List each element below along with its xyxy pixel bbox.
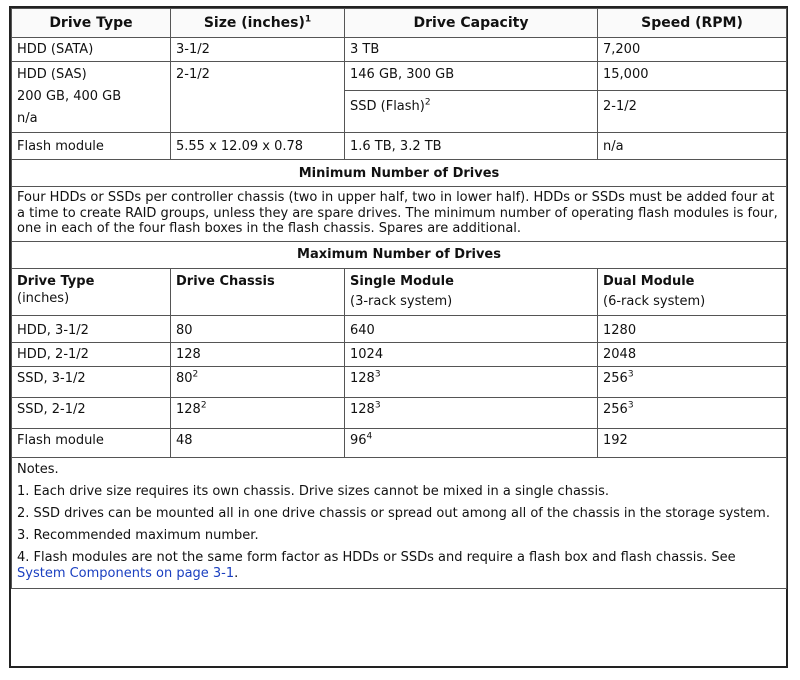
drive-spec-table-frame	[9, 6, 788, 668]
cell-single: $96^4$	[345, 428, 598, 457]
cell-capacity: 1.6 TB, 3.2 TB	[345, 133, 598, 160]
cell-capacity: 146 GB, 300 GB	[345, 62, 598, 91]
cell-capacity: SSD (Flash)$^2$	[345, 91, 598, 133]
cell-speed: 15,000	[598, 62, 787, 91]
cell-type: HDD, 2-1/2	[12, 342, 171, 366]
footnote-marker: 3	[627, 369, 634, 380]
max-section-title: Maximum Number of Drives	[12, 241, 787, 268]
footnote-marker: 2	[424, 97, 431, 108]
cell-line: n/a	[17, 111, 38, 126]
cell-line: HDD (SAS)	[17, 67, 87, 82]
note-4: 4. Flash modules are not the same form factor as HDDs or SSDs and require a flash box and flash chassis. See System Components on page 3-1.	[17, 549, 736, 581]
header-capacity: Drive Capacity	[345, 9, 598, 38]
cell-type: HDD, 3-1/2	[12, 315, 171, 342]
cell-type: SSD, 2-1/2	[12, 397, 171, 428]
footnote-marker: 1	[304, 13, 312, 24]
cell-chassis: 80	[171, 315, 345, 342]
footnote-marker: 3	[374, 400, 381, 411]
section-row	[12, 160, 787, 187]
note-1: 1. Each drive size requires its own chassis. Drive sizes cannot be mixed in a single chassis.	[17, 483, 609, 499]
cell-single: 640	[345, 315, 598, 342]
cell-capacity: 3 TB	[345, 38, 598, 62]
footnote-marker: 4	[366, 431, 373, 442]
subheader-label: Single Module	[350, 273, 454, 289]
cell-speed: 2-1/2	[598, 91, 787, 133]
subheader-dual-module	[598, 268, 787, 315]
subheader-row	[12, 268, 787, 315]
system-components-link[interactable]: System Components on page 3-1	[17, 565, 235, 581]
header-speed: Speed (RPM)	[598, 9, 787, 38]
cell-speed: 7,200	[598, 38, 787, 62]
cell-single: $128^3$	[345, 397, 598, 428]
min-section-text: Four HDDs or SSDs per controller chassis (two in upper half, two in lower half). HDDs or SSDs must be added four at a time to create RAID groups, unless they are spare drives. The minimum number of operating flash modules is four, one in each of the four flash boxes in the flash chassis. Spares are additional.	[12, 187, 787, 242]
cell-chassis: 48	[171, 428, 345, 457]
subheader-label: Drive Chassis	[176, 273, 275, 289]
table-row	[12, 366, 787, 397]
cell-dual: 2048	[598, 342, 787, 366]
section-row	[12, 241, 787, 268]
subheader-single-module	[345, 268, 598, 315]
cell-single: 1024	[345, 342, 598, 366]
header-row	[12, 9, 787, 38]
table-row	[12, 38, 787, 62]
subheader-label: Dual Module	[603, 273, 695, 289]
table-row	[12, 342, 787, 366]
min-section-title: Minimum Number of Drives	[12, 160, 787, 187]
drive-spec-table	[11, 8, 787, 589]
note-2: 2. SSD drives can be mounted all in one drive chassis or spread out among all of the chassis in the storage system.	[17, 505, 770, 521]
cell-line: 200 GB, 400 GB	[17, 89, 122, 104]
notes-heading: Notes.	[17, 461, 59, 477]
cell-single: $128^3$	[345, 366, 598, 397]
subheader-chassis	[171, 268, 345, 315]
table-row	[12, 315, 787, 342]
cell-type: Flash module	[12, 133, 171, 160]
subheader-sublabel: (inches)	[17, 290, 70, 306]
header-drive-type: Drive Type	[12, 9, 171, 38]
cell-dual: 192	[598, 428, 787, 457]
cell-chassis: 128	[171, 342, 345, 366]
subheader-sublabel: (6-rack system)	[603, 293, 706, 309]
cell-size: 5.55 x 12.09 x 0.78	[171, 133, 345, 160]
subheader-sublabel: (3-rack system)	[350, 293, 453, 309]
cell-chassis: $80^2$	[171, 366, 345, 397]
cell-dual: $256^3$	[598, 397, 787, 428]
table-row	[12, 428, 787, 457]
header-size: Size (inches)$^1$	[171, 9, 345, 38]
table-row	[12, 397, 787, 428]
cell-type: Flash module	[12, 428, 171, 457]
cell-chassis: $128^2$	[171, 397, 345, 428]
footnote-marker: 3	[374, 369, 381, 380]
cell-size: 2-1/2	[171, 62, 345, 133]
paragraph-row	[12, 187, 787, 242]
notes-row	[12, 457, 787, 588]
cell-type: SSD, 3-1/2	[12, 366, 171, 397]
note-3: 3. Recommended maximum number.	[17, 527, 259, 543]
footnote-marker: 2	[192, 369, 199, 380]
cell-type	[12, 62, 171, 133]
cell-dual: 1280	[598, 315, 787, 342]
cell-type: HDD (SATA)	[12, 38, 171, 62]
footnote-marker: 2	[200, 400, 207, 411]
table-row	[12, 133, 787, 160]
table-row	[12, 62, 787, 91]
footnote-marker: 3	[627, 400, 634, 411]
cell-dual: $256^3$	[598, 366, 787, 397]
subheader-drive-type	[12, 268, 171, 315]
subheader-label: Drive Type	[17, 273, 95, 289]
cell-speed: n/a	[598, 133, 787, 160]
cell-size: 3-1/2	[171, 38, 345, 62]
notes-cell	[12, 457, 787, 588]
